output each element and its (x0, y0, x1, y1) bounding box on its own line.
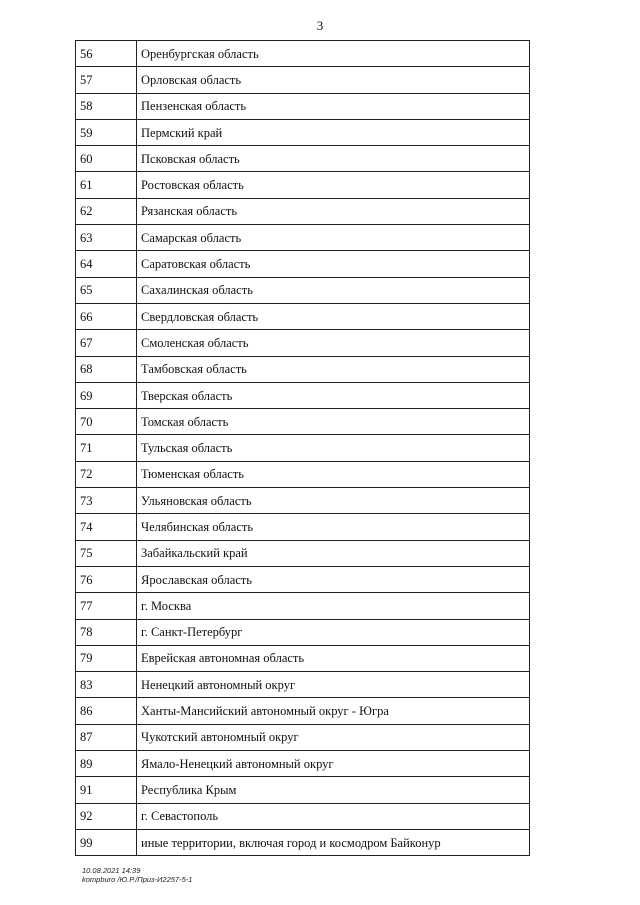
region-name-cell: Чукотский автономный округ (137, 724, 530, 750)
table-row (76, 67, 530, 93)
table-row (76, 330, 530, 356)
region-code-cell: 70 (76, 409, 137, 435)
region-code-cell: 74 (76, 514, 137, 540)
region-code-cell: 56 (76, 41, 137, 67)
region-name-cell: Ямало-Ненецкий автономный округ (137, 751, 530, 777)
region-name-cell: Забайкальский край (137, 540, 530, 566)
region-code-cell: 72 (76, 461, 137, 487)
table-row (76, 566, 530, 592)
region-name-cell: Свердловская область (137, 303, 530, 329)
region-code-cell: 83 (76, 672, 137, 698)
region-code-cell: 58 (76, 93, 137, 119)
table-row (76, 803, 530, 829)
region-name-cell: Пермский край (137, 119, 530, 145)
region-name-cell: Сахалинская область (137, 277, 530, 303)
region-code-cell: 77 (76, 593, 137, 619)
table-row (76, 382, 530, 408)
region-code-cell: 99 (76, 829, 137, 855)
region-code-cell: 64 (76, 251, 137, 277)
table-row (76, 593, 530, 619)
region-name-cell: Рязанская область (137, 198, 530, 224)
region-code-cell: 71 (76, 435, 137, 461)
region-code-cell: 57 (76, 67, 137, 93)
region-name-cell: Саратовская область (137, 251, 530, 277)
region-code-cell: 75 (76, 540, 137, 566)
region-name-cell: Смоленская область (137, 330, 530, 356)
region-code-cell: 78 (76, 619, 137, 645)
region-code-cell: 73 (76, 488, 137, 514)
region-code-cell: 87 (76, 724, 137, 750)
region-name-cell: Томская область (137, 409, 530, 435)
region-name-cell: Ульяновская область (137, 488, 530, 514)
region-code-cell: 66 (76, 303, 137, 329)
region-name-cell: Ханты-Мансийский автономный округ - Югра (137, 698, 530, 724)
table-row (76, 777, 530, 803)
table-row (76, 540, 530, 566)
region-code-cell: 68 (76, 356, 137, 382)
region-name-cell: Тамбовская область (137, 356, 530, 382)
region-name-cell: Тверская область (137, 382, 530, 408)
region-name-cell: Челябинская область (137, 514, 530, 540)
region-code-cell: 59 (76, 119, 137, 145)
region-name-cell: Тюменская область (137, 461, 530, 487)
region-name-cell: Ненецкий автономный округ (137, 672, 530, 698)
document-footer (82, 866, 192, 884)
table-row (76, 409, 530, 435)
region-name-cell: иные территории, включая город и космодром Байконур (137, 829, 530, 855)
table-row (76, 488, 530, 514)
footer-stamp: kompburo /Ю.Р./Приз-И2257-5-1 (82, 875, 193, 884)
region-name-cell: Тульская область (137, 435, 530, 461)
region-name-cell: Ростовская область (137, 172, 530, 198)
table-row (76, 41, 530, 67)
table-row (76, 645, 530, 671)
regions-table (75, 40, 530, 856)
table-row (76, 435, 530, 461)
table-row (76, 303, 530, 329)
region-name-cell: Ярославская область (137, 566, 530, 592)
table-row (76, 93, 530, 119)
table-row (76, 514, 530, 540)
table-row (76, 146, 530, 172)
region-code-cell: 60 (76, 146, 137, 172)
table-row (76, 461, 530, 487)
table-row (76, 251, 530, 277)
region-name-cell: Орловская область (137, 67, 530, 93)
region-code-cell: 92 (76, 803, 137, 829)
footer-timestamp: 10.08.2021 14:39 (82, 866, 141, 875)
table-row (76, 119, 530, 145)
table-row (76, 724, 530, 750)
regions-table-body (76, 41, 530, 856)
table-row (76, 356, 530, 382)
table-row (76, 698, 530, 724)
page-number: 3 (316, 18, 324, 33)
region-name-cell: Республика Крым (137, 777, 530, 803)
region-code-cell: 79 (76, 645, 137, 671)
region-code-cell: 63 (76, 225, 137, 251)
region-code-cell: 67 (76, 330, 137, 356)
region-name-cell: г. Москва (137, 593, 530, 619)
region-code-cell: 76 (76, 566, 137, 592)
region-code-cell: 89 (76, 751, 137, 777)
table-row (76, 198, 530, 224)
region-name-cell: г. Санкт-Петербург (137, 619, 530, 645)
table-row (76, 672, 530, 698)
region-name-cell: Псковская область (137, 146, 530, 172)
table-row (76, 225, 530, 251)
region-code-cell: 86 (76, 698, 137, 724)
table-row (76, 172, 530, 198)
region-name-cell: Оренбургская область (137, 41, 530, 67)
region-code-cell: 69 (76, 382, 137, 408)
table-row (76, 751, 530, 777)
table-row (76, 277, 530, 303)
table-row (76, 619, 530, 645)
region-code-cell: 62 (76, 198, 137, 224)
region-code-cell: 65 (76, 277, 137, 303)
region-code-cell: 91 (76, 777, 137, 803)
region-name-cell: Самарская область (137, 225, 530, 251)
table-row (76, 829, 530, 855)
region-name-cell: Пензенская область (137, 93, 530, 119)
region-code-cell: 61 (76, 172, 137, 198)
region-name-cell: Еврейская автономная область (137, 645, 530, 671)
region-name-cell: г. Севастополь (137, 803, 530, 829)
